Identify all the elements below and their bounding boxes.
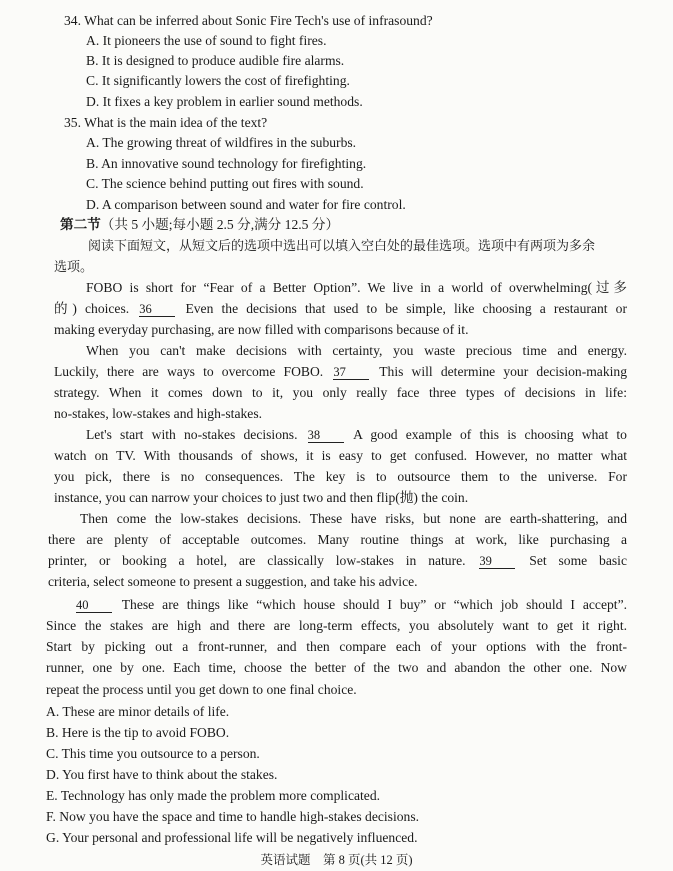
q35-option-c: C. The science behind putting out fires with sound. — [86, 176, 364, 191]
option-d: D. You first have to think about the stakes. — [46, 767, 278, 782]
blank-39: 39 — [479, 554, 515, 569]
instructions-line-1: 阅读下面短文，从短文后的选项中选出可以填入空白处的最佳选项。选项中有两项为多余 — [88, 238, 596, 253]
question-34-stem: 34. What can be inferred about Sonic Fire Tech's use of infrasound? — [64, 13, 433, 28]
passage-text: Set some basic — [529, 553, 627, 568]
passage-line-blank-37 — [54, 363, 627, 381]
passage-line: criteria, select someone to present a suggestion, and take his advice. — [48, 574, 418, 589]
section-heading — [60, 216, 339, 234]
option-c: C. This time you outsource to a person. — [46, 746, 260, 761]
passage-line: Start by picking out a front-runner, and then compare each of your options with the front- — [46, 639, 627, 654]
passage-line: repeat the process until you get down to one final choice. — [46, 682, 357, 697]
option-f: F. Now you have the space and time to handle high-stakes decisions. — [46, 809, 420, 824]
passage-text: A good example of this is choosing what to — [353, 427, 627, 442]
passage-line: making everyday purchasing, are now filled with comparisons because of it. — [54, 322, 469, 337]
section-detail: （共 5 小题;每小题 2.5 分,满分 12.5 分） — [100, 217, 340, 232]
q34-option-c: C. It significantly lowers the cost of firefighting. — [86, 73, 350, 88]
passage-text: This will determine your decision-making — [379, 364, 628, 379]
passage-text: printer, or booking a hotel, are classically low-stakes in nature. — [48, 553, 466, 568]
passage-text: Even the decisions that used to be simple, like choosing a restaurant or — [185, 301, 627, 316]
passage-line: runner, one by one. Each time, choose the better of the two and abandon the other one. Now — [46, 660, 627, 675]
q34-option-d: D. It fixes a key problem in earlier sound methods. — [86, 94, 363, 109]
passage-line: strategy. When it comes down to it, you only really face three types of decisions in life: — [54, 385, 627, 400]
blank-38: 38 — [308, 428, 344, 443]
question-35-stem: 35. What is the main idea of the text? — [64, 115, 268, 130]
option-e: E. Technology has only made the problem more complicated. — [46, 788, 381, 803]
option-g: G. Your personal and professional life will be negatively influenced. — [46, 830, 418, 845]
page-footer: 英语试题 第 8 页(共 12 页) — [260, 853, 413, 867]
passage-line: no-stakes, low-stakes and high-stakes. — [54, 406, 263, 421]
blank-37: 37 — [333, 365, 369, 380]
section-title: 第二节 — [60, 217, 101, 232]
q34-option-a: A. It pioneers the use of sound to fight fires. — [86, 33, 327, 48]
passage-line: watch on TV. With thousands of shows, it is easy to get confused. However, no matter what — [54, 448, 627, 463]
blank-36: 36 — [139, 302, 175, 317]
passage-line: When you can't make decisions with certainty, you waste precious time and energy. — [86, 343, 627, 358]
passage-line-blank-36 — [54, 300, 627, 318]
passage-text: Let's start with no-stakes decisions. — [86, 427, 298, 442]
passage-line-blank-38 — [86, 426, 627, 444]
passage-line: you pick, there is no consequences. The key is to outsource them to the universe. For — [54, 469, 627, 484]
option-a: A. These are minor details of life. — [46, 704, 230, 719]
passage-line-blank-40 — [74, 596, 627, 614]
passage-text: Luckily, there are ways to overcome FOBO. — [54, 364, 324, 379]
passage-line: FOBO is short for “Fear of a Better Option”. We live in a world of overwhelming(过多 — [86, 280, 627, 295]
passage-text: These are things like “which house should I buy” or “which job should I accept”. — [121, 597, 628, 612]
q35-option-d: D. A comparison between sound and water for fire control. — [86, 197, 406, 212]
passage-line: there are plenty of acceptable outcomes. Many routine things at work, like purchasing a — [48, 532, 627, 547]
option-b: B. Here is the tip to avoid FOBO. — [46, 725, 230, 740]
q34-option-b: B. It is designed to produce audible fire alarms. — [86, 53, 345, 68]
passage-line: Since the stakes are high and there are long-term effects, you absolutely want to get it right. — [46, 618, 627, 633]
passage-line-blank-39 — [48, 552, 627, 570]
q35-option-a: A. The growing threat of wildfires in the suburbs. — [86, 135, 357, 150]
instructions-line-2: 选项。 — [54, 259, 94, 274]
blank-40: 40 — [76, 598, 112, 613]
passage-text: 的) choices. — [54, 301, 130, 316]
passage-line: instance, you can narrow your choices to just two and then flip(抛) the coin. — [54, 490, 469, 505]
q35-option-b: B. An innovative sound technology for firefighting. — [86, 156, 367, 171]
passage-line: Then come the low-stakes decisions. These have risks, but none are earth-shattering, and — [80, 511, 627, 526]
